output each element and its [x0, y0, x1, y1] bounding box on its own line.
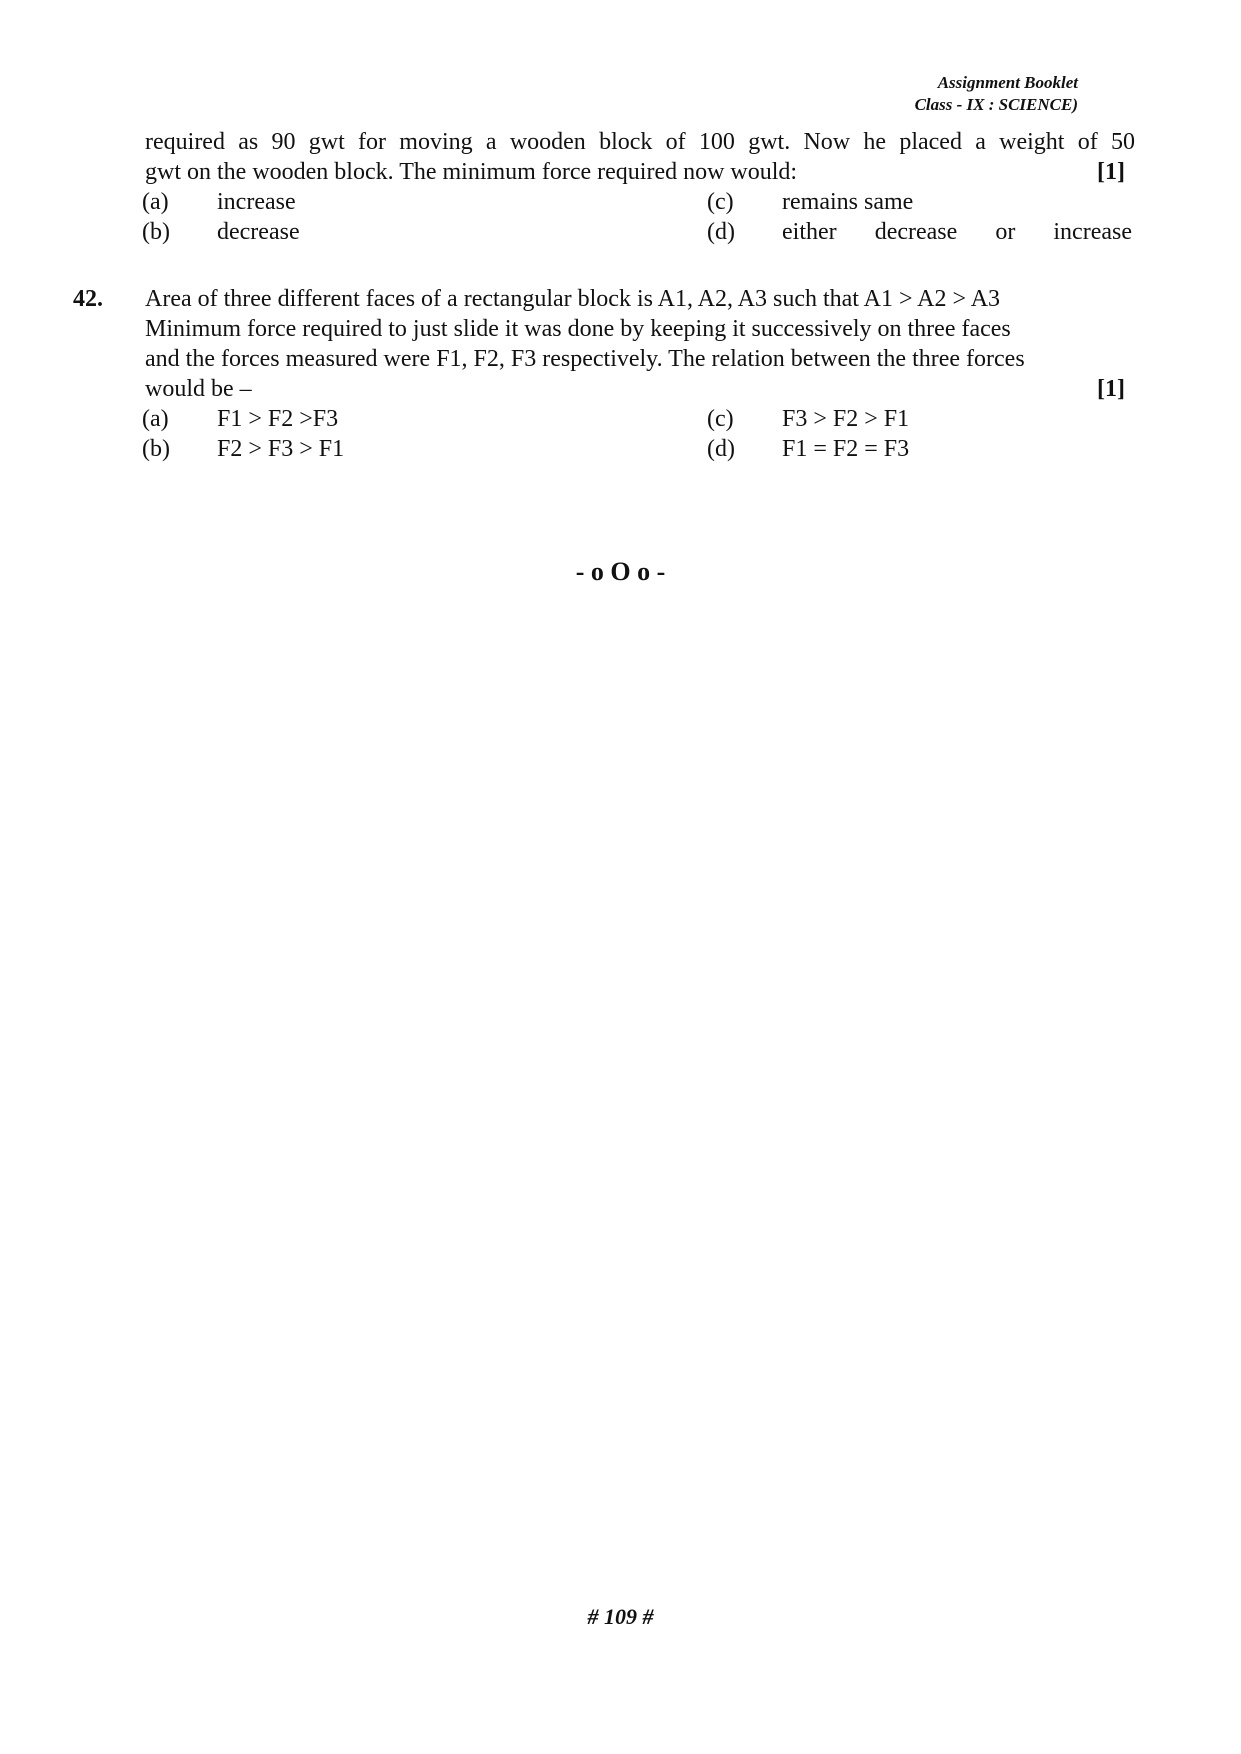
question-42: [142, 284, 1135, 464]
option-letter: (c): [707, 189, 734, 215]
option-word: decrease: [874, 219, 958, 245]
option-letter: (b): [142, 219, 170, 245]
option-b: [142, 217, 300, 247]
question-text-line: [145, 127, 1135, 157]
options-list: [142, 404, 1135, 464]
option-d: [707, 434, 909, 464]
question-42-text: [145, 284, 1135, 404]
question-text: Area of three different faces of a rectangular block is A1, A2, A3 such that A1 > A2 > A3: [145, 286, 1001, 312]
option-text: F1 > F2 >F3: [217, 406, 339, 432]
option-a: [142, 187, 296, 217]
question-text: would be –: [145, 376, 252, 402]
option-a: [142, 404, 338, 434]
class-subject: Class - IX : SCIENCE): [914, 95, 1078, 114]
question-text: and the forces measured were F1, F2, F3 respectively. The relation between the three forces: [145, 346, 1025, 372]
option-word: either: [782, 219, 837, 245]
section-divider: - o O o -: [575, 557, 666, 586]
option-letter: (c): [707, 406, 734, 432]
option-b: [142, 434, 344, 464]
question-text: Minimum force required to just slide it was done by keeping it successively on three faces: [145, 316, 1011, 342]
option-text: increase: [217, 189, 296, 215]
option-letter: (d): [707, 436, 735, 462]
question-text-line: [145, 374, 1135, 404]
option-text: F2 > F3 > F1: [217, 436, 345, 462]
question-text-line: [145, 157, 1135, 187]
option-text: [782, 217, 1132, 247]
marks-badge: [1]: [1097, 159, 1125, 185]
question-number: 42.: [73, 286, 103, 312]
option-text: F3 > F2 > F1: [782, 406, 910, 432]
option-text: decrease: [217, 219, 300, 245]
question-text-line: [145, 284, 1135, 314]
option-text: remains same: [782, 189, 914, 215]
page-number: # 109 #: [587, 1604, 654, 1629]
option-text: F1 = F2 = F3: [782, 436, 910, 462]
question-text-line: [145, 344, 1135, 374]
option-letter: (d): [707, 219, 735, 245]
option-c: [707, 404, 909, 434]
options-list: [142, 187, 1135, 247]
question-text-line: [145, 314, 1135, 344]
marks-badge: [1]: [1097, 376, 1125, 402]
option-letter: (b): [142, 436, 170, 462]
question-41-text: [145, 127, 1135, 187]
page-header: [915, 72, 1078, 116]
option-letter: (a): [142, 189, 169, 215]
booklet-title: Assignment Booklet: [937, 73, 1078, 92]
option-word: or: [995, 219, 1016, 245]
question-text: gwt on the wooden block. The minimum force required now would:: [145, 159, 798, 185]
option-d: [707, 217, 1132, 247]
option-letter: (a): [142, 406, 169, 432]
question-41: [142, 127, 1135, 247]
question-text: required as 90 gwt for moving a wooden block of 100 gwt. Now he placed a weight of 50: [145, 129, 1135, 155]
option-word: increase: [1053, 219, 1132, 245]
option-c: [707, 187, 913, 217]
